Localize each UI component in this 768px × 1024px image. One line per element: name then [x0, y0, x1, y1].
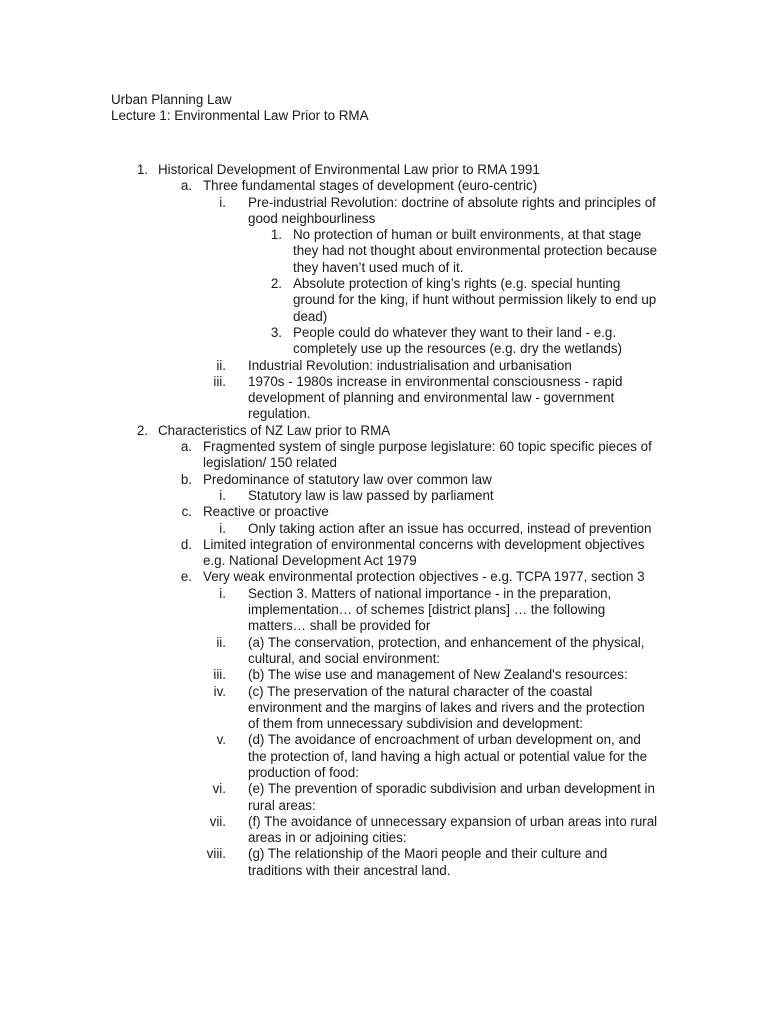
list-marker: 3.	[270, 324, 282, 340]
list-marker: 2.	[270, 276, 282, 292]
outline-item	[0, 814, 768, 847]
outline-item	[0, 276, 768, 325]
list-item-text: Pre-industrial Revolution: doctrine of absolute rights and principles of good neighbourliness	[248, 194, 656, 226]
outline-item	[0, 325, 768, 358]
list-item-text: Very weak environmental protection objectives - e.g. TCPA 1977, section 3	[203, 569, 645, 585]
lecture-title: Lecture 1: Environmental Law Prior to RMA	[111, 108, 369, 124]
list-item-text: (g) The relationship of the Maori people and their culture and traditions with their ancestral land.	[248, 846, 608, 878]
list-item-text: (c) The preservation of the natural character of the coastal environment and the margins of lakes and rivers and the protection of them from unnecessary subdivision and development:	[248, 683, 645, 732]
list-marker: 1.	[270, 227, 282, 243]
list-marker: d.	[180, 536, 192, 552]
list-item-text: Section 3. Matters of national importance - in the preparation, implementation… of schemes [district plans] … the following matters… shall be provided for	[248, 585, 612, 634]
list-item-text: (b) The wise use and management of New Zealand's resources:	[248, 667, 628, 683]
list-marker: e.	[180, 569, 192, 585]
outline-item	[0, 374, 768, 423]
outline-item	[0, 423, 768, 439]
list-marker: ii.	[216, 357, 226, 373]
list-marker: 1.	[136, 162, 148, 177]
outline-item	[0, 635, 768, 668]
outline-item	[0, 586, 768, 635]
outline-item	[0, 521, 768, 537]
list-marker: i.	[219, 194, 226, 210]
list-marker: vi.	[212, 781, 226, 797]
outline-item	[0, 162, 768, 178]
list-item-text: Statutory law is law passed by parliament	[248, 487, 494, 503]
outline-item	[0, 569, 768, 585]
list-item-text: Fragmented system of single purpose legislature: 60 topic specific pieces of legislation/ 150 related	[203, 439, 652, 471]
outline-item	[0, 227, 768, 276]
list-item-text: Only taking action after an issue has occurred, instead of prevention	[248, 520, 652, 536]
lecture-outline	[0, 162, 768, 879]
list-item-text: Limited integration of environmental concerns with development objectives e.g. National Development Act 1979	[203, 536, 645, 569]
outline-item	[0, 178, 768, 194]
outline-item	[0, 439, 768, 472]
list-item-text: Industrial Revolution: industrialisation and urbanisation	[248, 357, 572, 373]
list-item-text: (e) The prevention of sporadic subdivision and urban development in rural areas:	[248, 781, 655, 813]
outline-item	[0, 358, 768, 374]
list-item-text: 1970s - 1980s increase in environmental consciousness - rapid development of planning and environmental law - government regulation.	[248, 373, 623, 422]
list-item-text: Three fundamental stages of development (euro-centric)	[203, 178, 538, 194]
list-marker: viii.	[206, 846, 226, 862]
document-header	[111, 92, 711, 125]
list-item-text: Absolute protection of king’s rights (e.g. special hunting ground for the king, if hunt without permission likely to end up dead)	[293, 276, 657, 324]
outline-item	[0, 504, 768, 520]
list-item-text: Predominance of statutory law over common law	[203, 471, 492, 487]
list-marker: a.	[180, 178, 192, 194]
list-marker: i.	[219, 520, 226, 536]
list-item-text: Reactive or proactive	[203, 504, 329, 520]
outline-item	[0, 684, 768, 733]
list-item-text: (a) The conservation, protection, and enhancement of the physical, cultural, and social environment:	[248, 634, 645, 666]
list-marker: i.	[219, 487, 226, 503]
list-marker: iv.	[213, 683, 226, 699]
outline-item	[0, 667, 768, 683]
list-item-text: (d) The avoidance of encroachment of urban development on, and the protection of, land having a high actual or potential value for the production of food:	[248, 732, 648, 780]
list-marker: c.	[181, 504, 192, 520]
outline-item	[0, 781, 768, 814]
list-item-text: No protection of human or built environments, at that stage they had not thought about environmental protection because they haven’t used much of it.	[293, 227, 658, 275]
outline-item	[0, 472, 768, 488]
list-item-text: Historical Development of Environmental Law prior to RMA 1991	[158, 162, 540, 177]
list-marker: i.	[219, 585, 226, 601]
outline-item	[0, 537, 768, 570]
list-item-text: People could do whatever they want to their land - e.g. completely use up the resources (e.g. dry the wetlands)	[293, 324, 622, 357]
outline-item	[0, 732, 768, 781]
list-marker: iii.	[213, 667, 226, 683]
outline-item	[0, 195, 768, 228]
outline-item	[0, 846, 768, 879]
list-marker: b.	[180, 471, 192, 487]
list-item-text: Characteristics of NZ Law prior to RMA	[158, 422, 391, 438]
list-marker: vii.	[209, 813, 226, 829]
list-marker: v.	[216, 732, 226, 748]
list-marker: iii.	[213, 373, 226, 389]
course-title: Urban Planning Law	[111, 92, 232, 107]
list-marker: 2.	[136, 422, 148, 438]
list-item-text: (f) The avoidance of unnecessary expansion of urban areas into rural areas in or adjoining cities:	[248, 813, 658, 846]
list-marker: a.	[180, 439, 192, 455]
outline-item	[0, 488, 768, 504]
list-marker: ii.	[216, 634, 226, 650]
